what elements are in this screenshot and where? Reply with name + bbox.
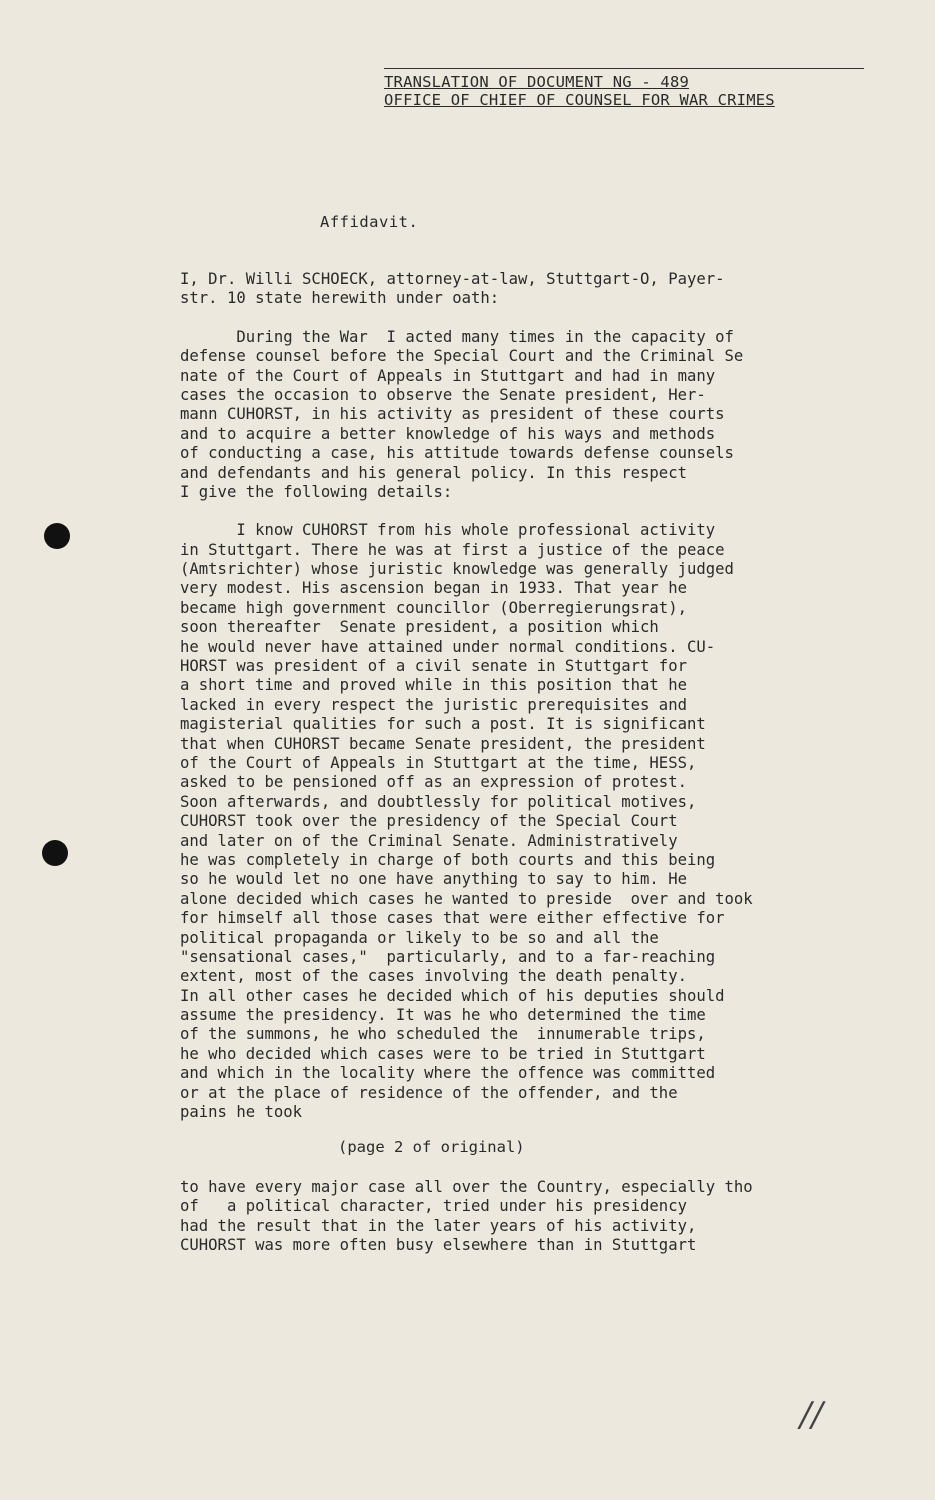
punch-hole-bottom — [42, 840, 68, 866]
header-line-2: OFFICE OF CHIEF OF COUNSEL FOR WAR CRIMES — [384, 91, 775, 109]
paragraph2-line: Soon afterwards, and doubtlessly for political motives, — [180, 792, 697, 811]
paragraph2-line: a short time and proved while in this position that he — [180, 676, 687, 695]
paragraph2-line: assume the presidency. It was he who determined the time — [180, 1006, 706, 1025]
affidavit-body — [180, 270, 870, 1122]
paragraph2-line: magisterial qualities for such a post. It is significant — [180, 715, 706, 734]
paragraph2-line: and which in the locality where the offence was committed — [180, 1064, 716, 1083]
paragraph2-line: for himself all those cases that were either effective for — [180, 909, 725, 928]
paragraph2-line: of the Court of Appeals in Stuttgart at the time, HESS, — [180, 753, 697, 772]
paragraph2-line: in Stuttgart. There he was at first a justice of the peace — [180, 540, 725, 559]
paragraph2-line: soon thereafter Senate president, a position which — [180, 618, 659, 637]
paragraph2-line: extent, most of the cases involving the death penalty. — [180, 967, 687, 986]
paragraph2-line: of the summons, he who scheduled the innumerable trips, — [180, 1025, 706, 1044]
paragraph1-line: I give the following details: — [180, 482, 453, 501]
paragraph1-line: During the War I acted many times in the capacity of — [180, 327, 734, 346]
paragraph2-line: (Amtsrichter) whose juristic knowledge was generally judged — [180, 560, 734, 579]
header-rule — [384, 68, 864, 69]
paragraph2-line: political propaganda or likely to be so and all the — [180, 928, 659, 947]
paragraph2-line: so he would let no one have anything to say to him. He — [180, 870, 687, 889]
paragraph2-line: "sensational cases," particularly, and to a far-reaching — [180, 947, 716, 966]
paragraph2-line: or at the place of residence of the offender, and the — [180, 1083, 678, 1102]
continuation-line: to have every major case all over the Country, especially tho — [180, 1178, 753, 1196]
paragraph2-line: that when CUHORST became Senate president, the president — [180, 734, 706, 753]
document-title: Affidavit. — [320, 213, 419, 231]
intro-line: I, Dr. Willi SCHOECK, attorney-at-law, Stuttgart-O, Payer- — [180, 270, 725, 288]
paragraph2-line: alone decided which cases he wanted to preside over and took — [180, 889, 753, 908]
paragraph2-line: he was completely in charge of both courts and this being — [180, 850, 716, 869]
paragraph2-line: CUHORST took over the presidency of the Special Court — [180, 812, 678, 831]
paragraph2-line: HORST was president of a civil senate in Stuttgart for — [180, 657, 687, 676]
paragraph2-line: he who decided which cases were to be tried in Stuttgart — [180, 1044, 706, 1063]
continuation-line: of a political character, tried under his presidency — [180, 1197, 687, 1216]
paragraph1-line: defense counsel before the Special Court and the Criminal Se — [180, 347, 744, 366]
paragraph2-line: he would never have attained under normal conditions. CU- — [180, 637, 716, 656]
punch-hole-top — [44, 523, 70, 549]
paragraph1-line: mann CUHORST, in his activity as president of these courts — [180, 405, 725, 424]
paragraph2-line: became high government councillor (Oberregierungsrat), — [180, 598, 687, 617]
intro-line: str. 10 state herewith under oath: — [180, 289, 500, 308]
page-break-note: (page 2 of original) — [338, 1138, 525, 1156]
continuation-line: had the result that in the later years of his activity, — [180, 1216, 697, 1235]
paragraph2-line: pains he took — [180, 1103, 303, 1122]
paragraph2-line: lacked in every respect the juristic prerequisites and — [180, 695, 687, 714]
paragraph2-line: asked to be pensioned off as an expression of protest. — [180, 773, 687, 792]
document-header — [384, 68, 864, 109]
paragraph1-line: nate of the Court of Appeals in Stuttgart and had in many — [180, 366, 716, 385]
header-line-1: TRANSLATION OF DOCUMENT NG - 489 — [384, 73, 690, 91]
paragraph1-line: and to acquire a better knowledge of his ways and methods — [180, 424, 716, 443]
paragraph2-line: and later on of the Criminal Senate. Administratively — [180, 831, 678, 850]
paragraph2-line: In all other cases he decided which of his deputies should — [180, 986, 725, 1005]
paragraph1-line: of conducting a case, his attitude towards defense counsels — [180, 444, 734, 463]
paragraph1-line: and defendants and his general policy. In this respect — [180, 463, 687, 482]
continuation-mark: // — [800, 1395, 823, 1435]
continuation-text — [180, 1178, 880, 1256]
paragraph2-line: I know CUHORST from his whole professional activity — [180, 521, 716, 540]
paragraph2-line: very modest. His ascension began in 1933. That year he — [180, 579, 687, 598]
paragraph1-line: cases the occasion to observe the Senate president, Her- — [180, 385, 706, 404]
continuation-line: CUHORST was more often busy elsewhere than in Stuttgart — [180, 1236, 697, 1255]
